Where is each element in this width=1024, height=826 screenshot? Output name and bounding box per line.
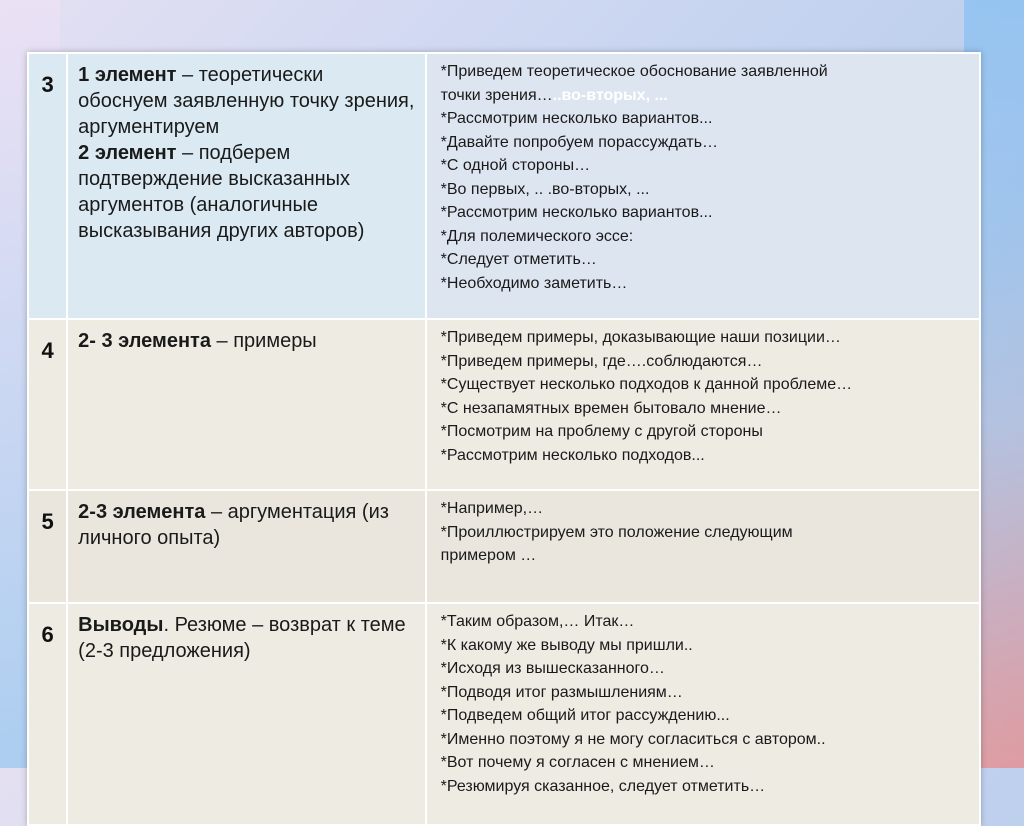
phrase-item: *Например,… [440,500,544,517]
phrase-item: *Резюмируя сказанное, следует отметить… [440,777,766,795]
phrase-item: *Приведем примеры, где….соблюдаются… [440,352,763,370]
stage-element-label: Выводы [78,614,164,636]
stage-description [67,319,426,490]
phrase-item: *Рассмотрим несколько подходов... [440,446,705,464]
stage-element-label: 2-3 элемента [78,501,206,523]
stage-element-text: – аргументация (из личного опыта) [78,501,389,549]
phrase-item: *Приведем теоретическое обоснование заявленной [440,63,828,80]
stage-paragraph [78,62,417,140]
phrase-list [426,53,980,319]
phrase-item: *Рассмотрим несколько вариантов... [440,110,713,127]
phrase-item: *Вот почему я согласен с мнением… [440,754,715,771]
table-row-3 [28,53,980,319]
table-row-5 [28,490,980,603]
phrase-text: точки зрения… [440,86,553,104]
phrase-item: *Существует несколько подходов к данной проблеме… [440,376,853,393]
phrase-item: *Во первых, .. .во-вторых, ... [440,180,650,198]
stage-element-text: – теоретически обоснуем заявленную точку зрения, аргументируем [78,64,415,138]
table-row-6 [28,603,980,825]
stage-element-label: 2 элемент [78,142,177,164]
row-number: 5 [28,490,67,603]
phrase-item: *Подводя итог размышлениям… [440,683,683,701]
phrase-item: *Именно поэтому я не могу согласиться с автором.. [440,730,826,748]
phrase-list [426,603,980,825]
stage-description [67,603,426,825]
phrase-item: *Проиллюстрируем это положение следующим [440,523,793,541]
row-number: 6 [28,603,67,825]
phrase-item: примером … [440,547,537,564]
stage-element-text: . Резюме – возврат к теме (2-3 предложения) [78,614,406,662]
table-row-4 [28,319,980,490]
overlapping-ghost-text: ..во-вторых, ... [552,86,668,104]
stage-element-text: – примеры [210,330,317,352]
row-number: 4 [28,319,67,490]
phrase-item: *Исходя из вышесказанного… [440,660,665,677]
phrase-item: *С незапамятных времен бытовало мнение… [440,399,782,417]
phrase-item: *Таким образом,… Итак… [440,613,635,630]
phrase-item [441,84,971,108]
stage-description [67,53,426,319]
phrase-item: *Рассмотрим несколько вариантов... [440,204,713,221]
phrase-item: *Давайте попробуем порассуждать… [440,133,719,151]
stage-element-label: 2- 3 элемента [78,330,211,352]
stage-paragraph [78,140,417,244]
stage-element-label: 1 элемент [78,64,177,86]
stage-element-text: – подберем подтверждение высказанных аргументов (аналогичные высказывания других авторов) [78,142,365,242]
phrase-item: *Необходимо заметить… [440,274,628,292]
phrase-item: *Следует отметить… [440,251,597,268]
phrase-item: *Для полемического эссе: [440,227,634,245]
phrase-item: *С одной стороны… [440,157,591,174]
phrase-item: *Посмотрим на проблему с другой стороны [440,423,763,440]
stage-paragraph [78,499,417,551]
phrase-list [426,319,980,490]
phrase-list [426,490,980,603]
row-number: 3 [28,53,67,319]
phrase-item: *К какому же выводу мы пришли.. [440,636,693,654]
essay-structure-table [27,52,981,826]
stage-description [67,490,426,603]
stage-paragraph [78,612,417,664]
stage-paragraph [78,328,417,354]
phrase-item: *Подведем общий итог рассуждению... [440,707,730,724]
phrase-item: *Приведем примеры, доказывающие наши позиции… [440,329,841,346]
